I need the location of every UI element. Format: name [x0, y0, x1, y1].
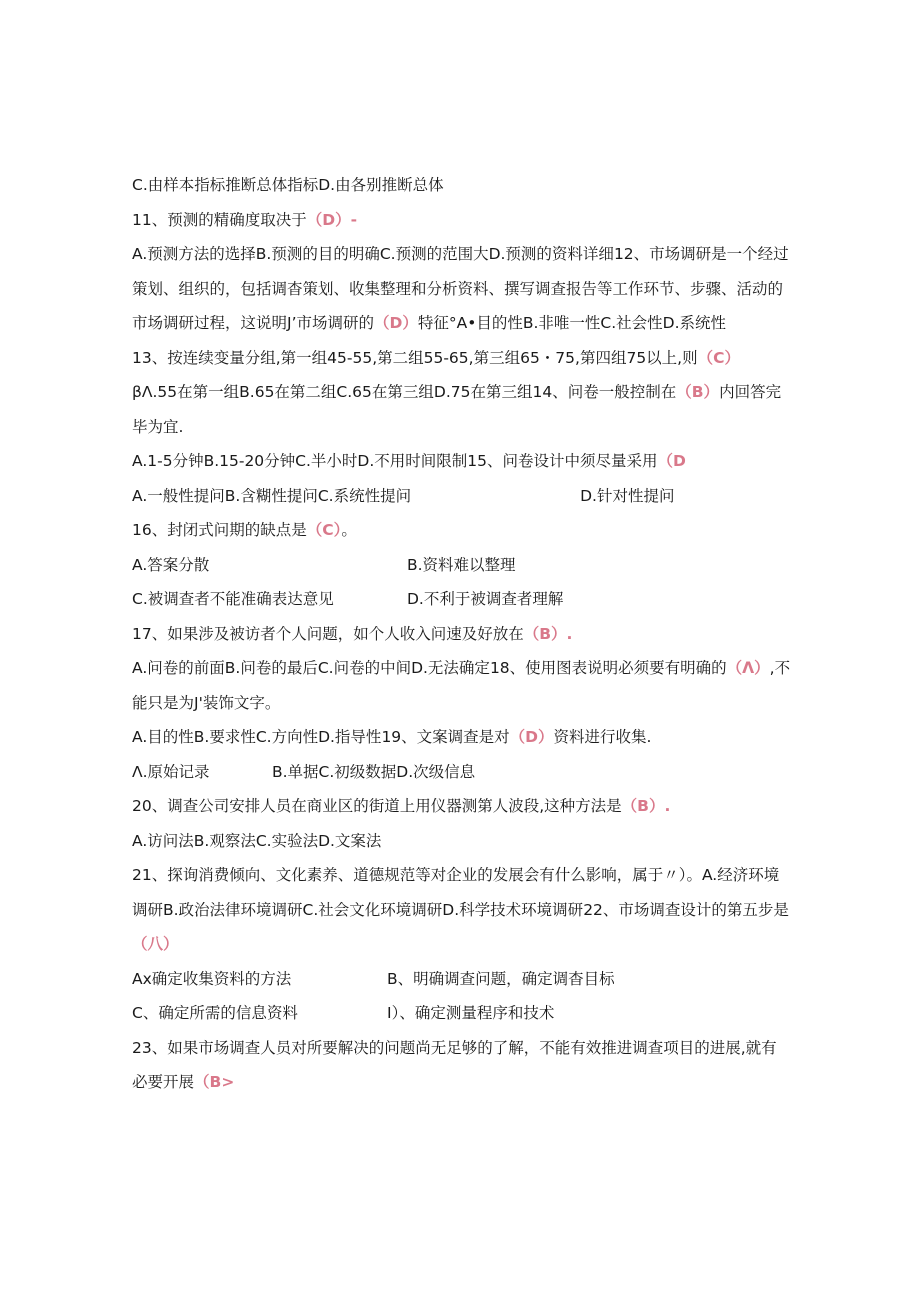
q13-answer: （C）: [697, 348, 740, 367]
q19-answer: （D）: [509, 728, 554, 746]
q19-options-bcd: B.单据C.初级数据D.次级信息: [272, 762, 476, 781]
q16-option-a: A.答案分散: [132, 555, 210, 574]
q20-options-text: A.访问法B.观察法C.实验法D.文案法: [132, 831, 382, 850]
q18-options-q19-line: [132, 720, 792, 755]
q22-answer: （八）: [132, 935, 179, 953]
q15-answer: （D: [657, 452, 686, 470]
q11-options-text: A.预测方法的选择B.预测的目的明确C.预测的范围大D.预测的资料详细: [132, 245, 614, 263]
document-page: [132, 168, 792, 1100]
q10-options-line: [132, 168, 792, 203]
q15-options-line: [132, 479, 792, 514]
q13-text: 13、按连续变量分组,第一组45-55,第二组55-65,第三组65・75,第四组75以上,则: [132, 348, 698, 367]
q23-text: 23、如果市场调查人员对所要解决的问题尚无足够的了解，不能有效推进调查项目的进展,就有必要开展: [132, 1038, 777, 1091]
q14-tail-text: 内回答完毕为宜.: [132, 383, 782, 436]
q23-block: [132, 1031, 792, 1100]
q16-text: 16、封闭式问期的缺点是: [132, 521, 307, 539]
q20-line: [132, 789, 792, 824]
q19-text: 19、文案调查是对: [381, 728, 510, 746]
q15-options-abc: A.一般性提问B.含糊性提问C.系统性提问: [132, 486, 412, 505]
q19-options-row: [132, 755, 792, 790]
q17-answer: （B）.: [523, 624, 573, 643]
q14-text: 14、问卷一般控制在: [532, 383, 677, 401]
q16-option-b: B.资料难以整理: [407, 555, 516, 574]
q13-line: [132, 341, 792, 376]
q11-answer: （D）-: [306, 210, 358, 229]
q17-options-q18-block: [132, 651, 792, 720]
q21-text: 21、探询消费倾向、文化素养、道德规范等对企业的发展会有什么影响，属于〃）。A.经济环境调研B.政治法律环境调研C.社会文化环境调研D.科学技术环境调研: [132, 866, 780, 919]
q22-option-b: B、明确调查问题，确定调杳目标: [387, 969, 615, 988]
q11-line: [132, 203, 792, 238]
q17-text: 17、如果涉及被访者个人问题，如个人收入问速及好放在: [132, 624, 524, 643]
q16-options-row-1: [132, 548, 792, 583]
q22-option-c: C、确定所需的信息资料: [132, 1004, 298, 1022]
q11-options-q12-block: [132, 237, 792, 341]
q22-text: 22、市场调查设计的第五步是: [583, 900, 789, 919]
q12-options-text: 特征°A•目的性B.非唯一性C.社会性D.系统性: [417, 314, 727, 332]
q23-answer: （B>: [194, 1073, 235, 1091]
q12-answer: （D）: [374, 314, 418, 332]
q10-options-text: C.由样本指标推断总体指标D.由各别推断总体: [132, 176, 444, 194]
q20-text: 20、调查公司安排人员在商业区的街道上用仪器测第人波段,这种方法是: [132, 797, 622, 815]
q16-options-row-2: [132, 582, 792, 617]
q21-q22-block: [132, 858, 792, 962]
q15-text: 15、问卷设计中须尽量采用: [467, 452, 658, 470]
q11-text: 11、预测的精确度取决于: [132, 210, 307, 229]
q13-options-text: βΛ.55在第一组B.65在第二组C.65在第三组D.75在第三组: [132, 383, 533, 401]
q22-options-row-2: [132, 996, 792, 1031]
q22-option-d: I）、确定测量程序和技术: [387, 1004, 555, 1022]
q18-options-text: A.目的性B.要求性C.方向性D.指导性: [132, 728, 382, 746]
q22-options-row-1: [132, 962, 792, 997]
q16-answer: （C）: [306, 521, 342, 539]
q20-options-line: [132, 824, 792, 859]
q18-tail-text: ,不能只是为J'装饰文字。: [132, 659, 791, 712]
q14-options-text: A.1-5分钟B.15-20分钟C.半小时D.不用时间限制: [132, 452, 468, 470]
q16-option-c: C.被调查者不能准确表达意见: [132, 590, 334, 608]
q19-option-a: Λ.原始记录: [132, 762, 210, 781]
q17-line: [132, 617, 792, 652]
q16-option-d: D.不利于被调查者理解: [407, 590, 564, 608]
q15-option-d: D.针对性提问: [580, 486, 675, 505]
q18-answer: （Λ）: [726, 659, 770, 677]
q20-answer: （B）.: [621, 797, 671, 815]
q16-tail-text: 。: [341, 521, 357, 539]
q22-option-a: Ax确定收集资料的方法: [132, 969, 292, 988]
q19-tail-text: 资料进行收集.: [553, 728, 652, 746]
q12-text: 12、市场调研是一个经过策划、组织的，包括调杳策划、收集整理和分析资料、撰写调查报告等工作环节、步骤、活动的市场调研过程，这说明J’市场调研的: [132, 245, 789, 332]
q17-options-text: A.问卷的前面B.问卷的最后C.问卷的中间D.无法确定: [132, 659, 490, 677]
q16-line: [132, 513, 792, 548]
q14-answer: （B）: [676, 383, 720, 401]
q18-text: 18、使用图表说明必须要有明确的: [489, 659, 727, 677]
q14-options-q15-line: [132, 444, 792, 479]
q13-options-q14-block: [132, 375, 792, 444]
